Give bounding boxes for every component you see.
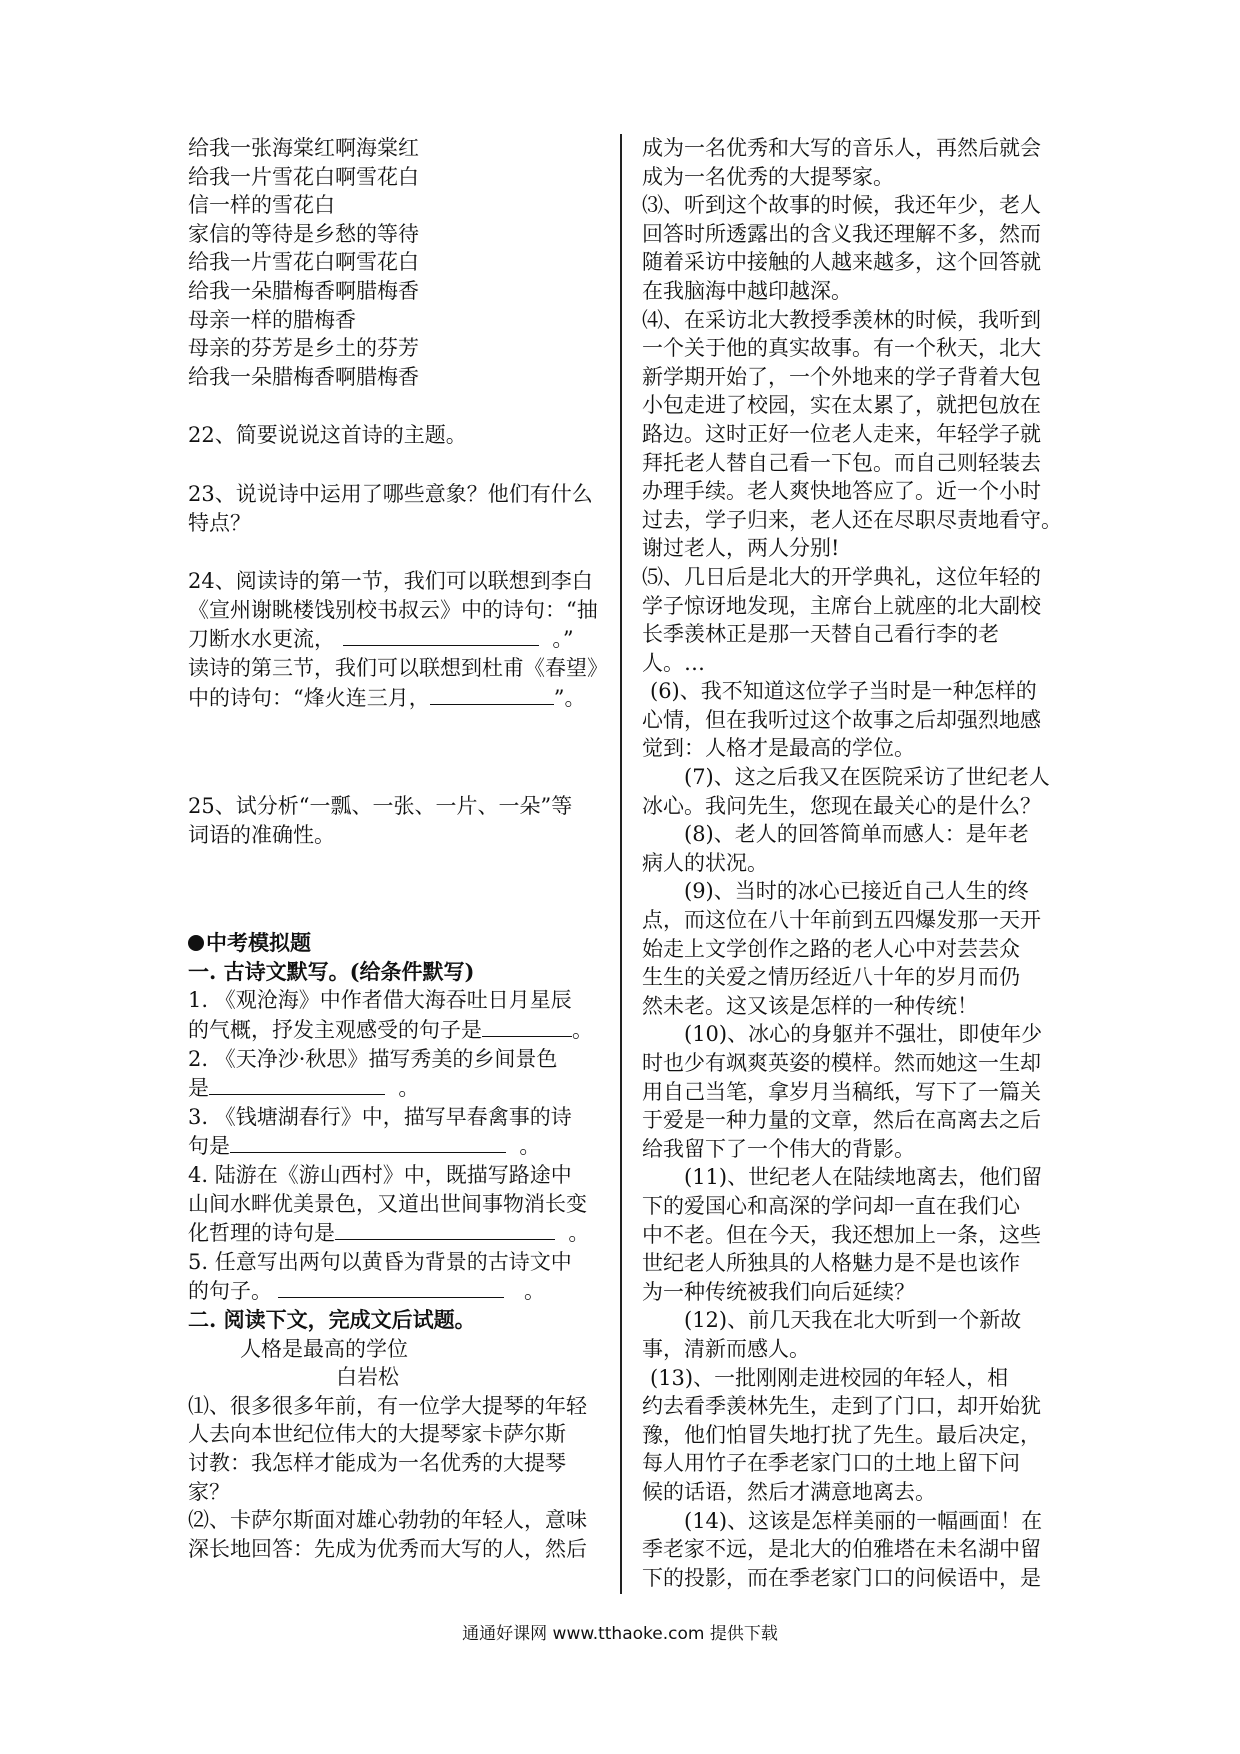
article-line: 为一种传统被我们向后延续？ xyxy=(642,1279,915,1304)
article-line: (11)、世纪老人在陆续地离去，他们留 xyxy=(684,1165,1043,1190)
question-25-line: 词语的准确性。 xyxy=(188,822,335,847)
article-author: 白岩松 xyxy=(336,1365,399,1390)
item-1-line: 1. 《观沧海》中作者借大海吞吐日月星辰 xyxy=(188,988,572,1013)
article-line: 下的爱国心和高深的学问却一直在我们心 xyxy=(642,1193,1020,1218)
poem xyxy=(188,134,598,391)
question-25-line: 25、试分析“一瓢、一张、一片、一朵”等 xyxy=(188,794,573,819)
article-line: 于爱是一种力量的文章，然后在高离去之后 xyxy=(642,1108,1041,1133)
poem-line: 给我一朵腊梅香啊腊梅香 xyxy=(188,278,419,303)
article-line: 随着采访中接触的人越来越多，这个回答就 xyxy=(642,250,1041,275)
question-24-line xyxy=(188,683,598,713)
question-23-line: 23、说说诗中运用了哪些意象？他们有什么 xyxy=(188,481,593,506)
question-24 xyxy=(188,567,608,712)
mock-exam-heading-text: 中考模拟题 xyxy=(206,930,311,956)
item-text: 。 xyxy=(519,1134,541,1159)
article-line: 人。… xyxy=(642,650,705,675)
item-2-line xyxy=(188,1073,598,1103)
poem-line: 给我一片雪花白啊雪花白 xyxy=(188,164,419,189)
article-line: 深长地回答：先成为优秀而大写的人，然后 xyxy=(188,1536,587,1561)
article-line: 季老家不远，是北大的伯雅塔在未名湖中留 xyxy=(642,1537,1041,1562)
article-line: 心情，但在我听过这个故事之后却强烈地感 xyxy=(642,707,1041,732)
article-line: ⑵、卡萨尔斯面对雄心勃勃的年轻人，意味 xyxy=(188,1508,587,1533)
answer-blank[interactable] xyxy=(343,624,539,646)
bullet-icon xyxy=(188,935,204,951)
question-24-text: 。” xyxy=(552,627,574,652)
article-line: (13)、一批刚刚走进校园的年轻人，相 xyxy=(650,1365,1009,1390)
article-line: 长季羡林正是那一天替自己看行李的老 xyxy=(642,622,999,647)
item-text: 。 xyxy=(398,1076,420,1101)
article-title: 人格是最高的学位 xyxy=(240,1336,408,1361)
article-line: (9)、当时的冰心已接近自己人生的终 xyxy=(684,879,1029,904)
item-3-line: 3. 《钱塘湖春行》中，描写早春禽事的诗 xyxy=(188,1104,572,1129)
article-line: 豫，他们怕冒失地打扰了先生。最后决定， xyxy=(642,1422,1041,1447)
answer-blank[interactable] xyxy=(209,1073,385,1095)
article-line: 候的话语，然后才满意地离去。 xyxy=(642,1479,936,1504)
item-4-line: 山间水畔优美景色，又道出世间事物消长变 xyxy=(188,1191,587,1216)
item-5-line: 5. 任意写出两句以黄昏为背景的古诗文中 xyxy=(188,1249,572,1274)
poem-line: 母亲的芬芳是乡土的芬芳 xyxy=(188,336,419,361)
answer-blank[interactable] xyxy=(230,1131,506,1153)
article-line: 每人用竹子在季老家门口的土地上留下问 xyxy=(642,1451,1020,1476)
question-22: 22、简要说说这首诗的主题。 xyxy=(188,423,467,448)
article-line: 约去看季羡林先生，走到了门口，却开始犹 xyxy=(642,1394,1041,1419)
item-text: 是 xyxy=(188,1076,209,1101)
poem-line: 给我一片雪花白啊雪花白 xyxy=(188,250,419,275)
column-divider xyxy=(620,134,622,1594)
article-line: 路边。这时正好一位老人走来，年轻学子就 xyxy=(642,421,1041,446)
article-line: 一个关于他的真实故事。有一个秋天，北大 xyxy=(642,336,1041,361)
question-23 xyxy=(188,480,598,537)
item-text: 化哲理的诗句是 xyxy=(188,1221,335,1246)
article-line: 小包走进了校园，实在太累了，就把包放在 xyxy=(642,393,1041,418)
item-3-line xyxy=(188,1131,598,1161)
article-line: 始走上文学创作之路的老人心中对芸芸众 xyxy=(642,936,1020,961)
question-23-line: 特点？ xyxy=(188,510,251,535)
question-24-text: 刀断水水更流， xyxy=(188,627,335,652)
article-line: (8)、老人的回答简单而感人：是年老 xyxy=(684,822,1029,847)
article-line: 谢过老人，两人分别! xyxy=(642,536,840,561)
article-line: 用自己当笔，拿岁月当稿纸，写下了一篇关 xyxy=(642,1079,1041,1104)
article-line: 拜托老人替自己看一下包。而自己则轻装去 xyxy=(642,450,1041,475)
article-line: 时也少有飒爽英姿的模样。然而她这一生却 xyxy=(642,1051,1041,1075)
article-line: 中不老。但在今天，我还想加上一条，这些 xyxy=(642,1222,1041,1247)
article-line: 成为一名优秀的大提琴家。 xyxy=(642,164,894,189)
section-1-title: 一. 古诗文默写。(给条件默写) xyxy=(188,958,475,984)
article-line: 新学期开始了，一个外地来的学子背着大包 xyxy=(642,364,1041,389)
item-text: 。 xyxy=(524,1279,546,1304)
question-24-line: 《宣州谢眺楼饯别校书叔云》中的诗句：“抽 xyxy=(188,597,598,622)
article-line: 人去向本世纪位伟大的大提琴家卡萨尔斯 xyxy=(188,1422,566,1447)
question-24-text: 中的诗句：“烽火连三月， xyxy=(188,685,430,710)
article-line: 事，清新而感人。 xyxy=(642,1336,810,1361)
article-line: (12)、前几天我在北大听到一个新故 xyxy=(684,1308,1022,1333)
question-24-line: 24、阅读诗的第一节，我们可以联想到李白 xyxy=(188,569,593,594)
article-line: 点，而这位在八十年前到五四爆发那一天开 xyxy=(642,908,1041,933)
article-left xyxy=(188,1392,598,1564)
article-line: ⑶、听到这个故事的时候，我还年少，老人 xyxy=(642,193,1041,218)
poem-line: 给我一张海棠红啊海棠红 xyxy=(188,136,419,160)
article-line: 病人的状况。 xyxy=(642,850,768,875)
article-line: 下的投影，而在季老家门口的问候语中，是 xyxy=(642,1565,1041,1590)
item-4-line: 4. 陆游在《游山西村》中，既描写路途中 xyxy=(188,1163,572,1188)
article-line: 生生的关爱之情历经近八十年的岁月而仍 xyxy=(642,965,1020,990)
article-line: 觉到：人格才是最高的学位。 xyxy=(642,736,915,761)
poem-line: 家信的等待是乡愁的等待 xyxy=(188,221,419,246)
article-line: 在我脑海中越印越深。 xyxy=(642,278,852,303)
item-text: 。 xyxy=(568,1221,590,1246)
section-2-title: 二. 阅读下文，完成文后试题。 xyxy=(188,1307,476,1332)
poem-line: 给我一朵腊梅香啊腊梅香 xyxy=(188,364,419,389)
question-24-line xyxy=(188,624,598,654)
item-4-line xyxy=(188,1218,598,1248)
answer-blank[interactable] xyxy=(430,683,554,705)
article-line: ⑷、在采访北大教授季羡林的时候，我听到 xyxy=(642,307,1041,332)
article-line: 讨教：我怎样才能成为一名优秀的大提琴 xyxy=(188,1450,566,1475)
poem-line: 母亲一样的腊梅香 xyxy=(188,307,356,332)
question-24-text: ”。 xyxy=(553,685,586,710)
right-column xyxy=(642,134,1062,1592)
item-text: 的句子。 xyxy=(188,1279,272,1304)
answer-blank[interactable] xyxy=(482,1015,572,1037)
article-right xyxy=(642,134,1062,1592)
article-line: 世纪老人所独具的人格魅力是不是也该作 xyxy=(642,1251,1020,1276)
article-line: (10)、冰心的身躯并不强壮，即使年少 xyxy=(684,1022,1043,1047)
answer-blank[interactable] xyxy=(335,1218,555,1240)
article-line: 办理手续。老人爽快地答应了。近一个小时 xyxy=(642,479,1041,504)
article-line: 过去，学子归来，老人还在尽职尽责地看守。 xyxy=(642,507,1062,532)
item-text: 句是 xyxy=(188,1134,230,1159)
answer-blank[interactable] xyxy=(278,1276,504,1298)
article-line: 家？ xyxy=(188,1479,230,1504)
article-line: 给我留下了一个伟大的背影。 xyxy=(642,1136,915,1161)
article-line: (7)、这之后我又在医院采访了世纪老人 xyxy=(684,765,1050,790)
article-line: 然未老。这又该是怎样的一种传统！ xyxy=(642,993,978,1018)
question-24-line: 读诗的第三节，我们可以联想到杜甫《春望》 xyxy=(188,655,608,680)
page-footer: 通通好课网 www.tthaoke.com 提供下载 xyxy=(462,1624,778,1644)
article-line: 回答时所透露出的含义我还理解不多，然而 xyxy=(642,221,1041,246)
article-line: (14)、这该是怎样美丽的一幅画面！在 xyxy=(684,1508,1043,1533)
left-column xyxy=(188,134,608,1563)
article-line: 成为一名优秀和大写的音乐人，再然后就会 xyxy=(642,136,1041,160)
item-text: 。 xyxy=(572,1018,593,1043)
article-line: (6)、我不知道这位学子当时是一种怎样的 xyxy=(650,679,1037,704)
item-1-line xyxy=(188,1015,598,1045)
item-text: 的气概，抒发主观感受的句子是 xyxy=(188,1018,482,1043)
article-line: 学子惊讶地发现，主席台上就座的北大副校 xyxy=(642,593,1041,618)
item-5-line xyxy=(188,1276,598,1306)
mock-exam-heading xyxy=(188,929,598,958)
question-25 xyxy=(188,792,598,849)
poem-line: 信一样的雪花白 xyxy=(188,193,335,218)
article-line: ⑴、很多很多年前，有一位学大提琴的年轻 xyxy=(188,1393,587,1418)
article-line: ⑸、几日后是北大的开学典礼，这位年轻的 xyxy=(642,564,1041,589)
item-2-line: 2. 《天净沙·秋思》描写秀美的乡间景色 xyxy=(188,1046,558,1071)
article-line: 冰心。我问先生，您现在最关心的是什么？ xyxy=(642,793,1041,818)
